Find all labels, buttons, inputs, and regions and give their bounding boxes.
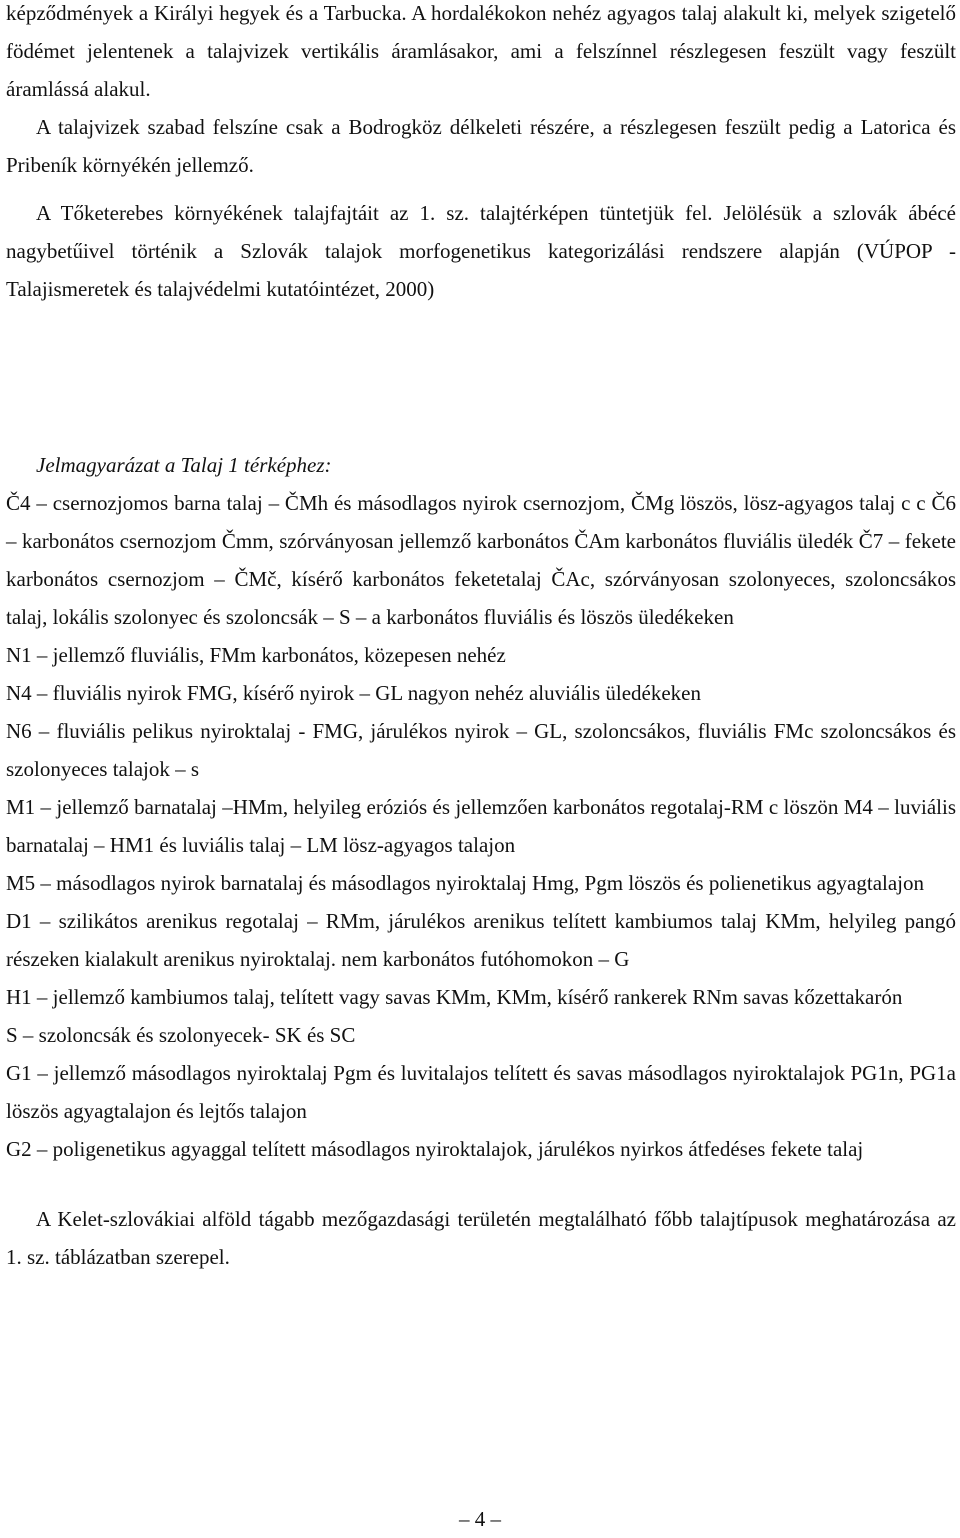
legend-item: M1 – jellemző barnatalaj –HMm, helyileg eróziós és jellemzően karbonátos regotalaj-RM c löszön M4 – luviális barnatalaj – HM1 és luviális talaj – LM lösz-agyagos talajon (6, 795, 956, 857)
legend-item: Č4 – csernozjomos barna talaj – ČMh és másodlagos nyirok csernozjom, ČMg löszös, lösz-agyagos talaj c c Č6 – karbonátos csernozjom Čmm, szórványosan jellemző karbonátos ČAm karbonátos fluviális üledék Č7 – fekete karbonátos csernozjom – ČMč, kísérő karbonátos feketetalaj ČAc, szórványosan szolonyeces, szoloncsákos talaj, lokális szolonyec és szoloncsák – S – a karbonátos fluviális és löszös üledékeken (6, 491, 956, 629)
legend-item: M5 – másodlagos nyirok barnatalaj és másodlagos nyiroktalaj Hmg, Pgm löszös és polienetikus agyagtalajon (6, 871, 925, 895)
paragraph-2: A talajvizek szabad felszíne csak a Bodrogköz délkeleti részére, a részlegesen feszült pedig a Latorica és Pribeník környékén jellemző. (6, 115, 956, 177)
legend-item: N4 – fluviális nyirok FMG, kísérő nyirok – GL nagyon nehéz aluviális üledékeken (6, 681, 701, 705)
legend-item: G2 – poligenetikus agyaggal telített másodlagos nyiroktalajok, járulékos nyirkos átfedéses fekete talaj (6, 1137, 864, 1161)
legend-item: S – szoloncsák és szolonyecek- SK és SC (6, 1023, 356, 1047)
legend-item: D1 – szilikátos arenikus regotalaj – RMm, járulékos arenikus telített kambiumos talaj KMm, helyileg pangó részeken kialakult arenikus nyiroktalaj. nem karbonátos futóhomokon – G (6, 909, 956, 971)
closing-paragraph: A Kelet-szlovákiai alföld tágabb mezőgazdasági területén megtalálható főbb talajtípusok meghatározása az 1. sz. táblázatban szerepel. (6, 1207, 956, 1269)
legend-item: N1 – jellemző fluviális, FMm karbonátos, közepesen nehéz (6, 643, 506, 667)
legend-item: N6 – fluviális pelikus nyiroktalaj - FMG, járulékos nyirok – GL, szoloncsákos, fluviális FMc szoloncsákos és szolonyeces talajok – s (6, 719, 956, 781)
document-page (6, 0, 956, 1276)
legend-list (6, 484, 956, 1168)
page-number: – 4 – (459, 1507, 501, 1531)
paragraph-3: A Tőketerebes környékének talajfajtáit az 1. sz. talajtérképen tüntetjük fel. Jelölésük a szlovák ábécé nagybetűivel történik a Szlovák talajok morfogenetikus kategorizálási rendszere alapján (VÚPOP - Talajismeretek és talajvédelmi kutatóintézet, 2000) (6, 201, 956, 301)
legend-item: H1 – jellemző kambiumos talaj, telített vagy savas KMm, KMm, kísérő rankerek RNm savas kőzettakarón (6, 985, 903, 1009)
legend-title: Jelmagyarázat a Talaj 1 térképhez: (36, 453, 332, 477)
legend-item: G1 – jellemző másodlagos nyiroktalaj Pgm és luvitalajos telített és savas másodlagos nyiroktalajok PG1n, PG1a löszös agyagtalajon és lejtős talajon (6, 1061, 956, 1123)
paragraph-1: képződmények a Királyi hegyek és a Tarbucka. A hordalékokon nehéz agyagos talaj alakult ki, melyek szigetelő födémet jelentenek a talajvizek vertikális áramlásakor, ami a felszínnel részlegesen feszült vagy feszült áramlássá alakul. (6, 1, 956, 101)
